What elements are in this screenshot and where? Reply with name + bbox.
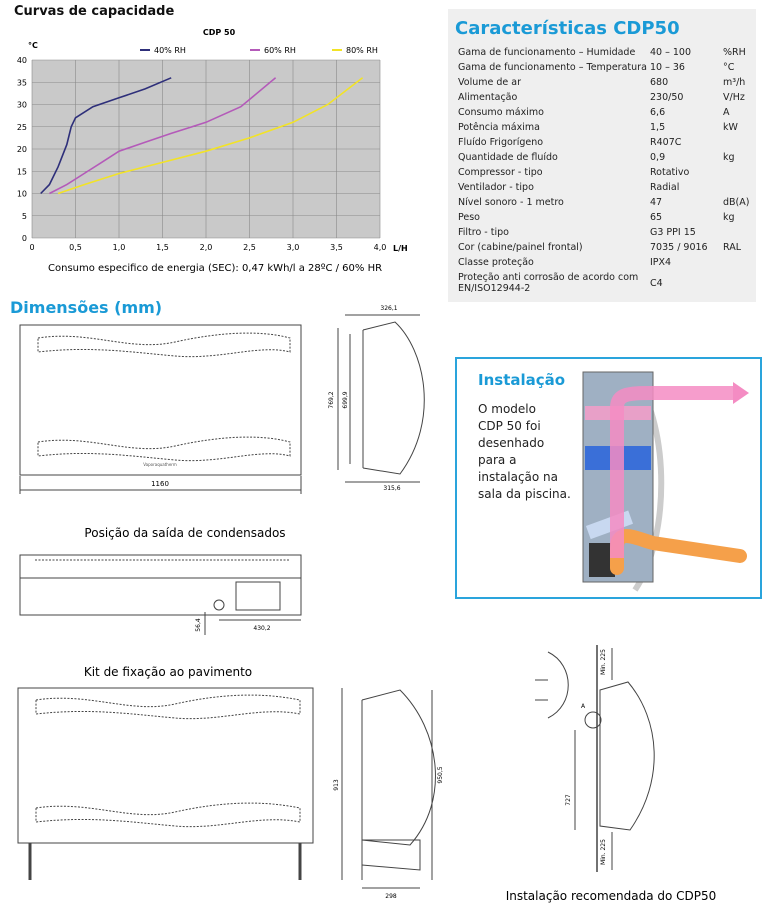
spec-unit: kW xyxy=(723,122,738,133)
specs-title: Características CDP50 xyxy=(455,18,680,39)
spec-value: Radial xyxy=(650,182,680,193)
floor-kit-side-profile xyxy=(362,690,435,845)
x-tick-label: 0 xyxy=(29,243,35,252)
outflow-arrowhead-icon xyxy=(733,382,749,404)
side-top-label: 326,1 xyxy=(380,305,398,312)
spec-value: 47 xyxy=(650,197,663,208)
spec-value: 6,6 xyxy=(650,107,666,118)
front-grille-bottom xyxy=(38,437,290,461)
spec-label: Consumo máximo xyxy=(458,107,544,118)
y-tick-label: 5 xyxy=(21,211,27,221)
installation-text-line: CDP 50 foi xyxy=(478,419,541,433)
spec-value: 0,9 xyxy=(650,152,666,163)
condensate-panel xyxy=(236,582,280,610)
legend-label: 40% RH xyxy=(154,46,186,55)
side-height-outer-label: 769,2 xyxy=(328,391,335,409)
condensate-caption: Posição da saída de condensados xyxy=(84,526,286,540)
spec-label: Proteção anti corrosão de acordo com EN/ISO12944-2 xyxy=(458,272,639,294)
installation-text-line: instalação na xyxy=(478,470,559,484)
spec-value: IPX4 xyxy=(650,257,672,268)
legend-label: 80% RH xyxy=(346,46,378,55)
floor-height-left-label: 913 xyxy=(333,779,340,791)
spec-unit: %RH xyxy=(723,47,746,58)
y-tick-label: 35 xyxy=(16,78,27,88)
install-caption: Instalação recomendada do CDP50 xyxy=(505,889,717,903)
spec-value: 680 xyxy=(650,77,669,88)
spec-label: Fluído Frigorígeno xyxy=(458,137,544,148)
spec-value: 10 – 36 xyxy=(650,62,685,73)
front-view-unit xyxy=(20,325,301,475)
chart-footnote: Consumo especifico de energia (SEC): 0,47 kWh/l a 28ºC / 60% HR xyxy=(48,263,383,274)
install-detail-circle xyxy=(548,652,568,718)
spec-value: R407C xyxy=(650,137,682,148)
spec-label: Ventilador - tipo xyxy=(458,182,534,193)
front-width-label: 1160 xyxy=(151,480,169,488)
condensate-offset-label: 430,2 xyxy=(253,625,271,632)
spec-unit: RAL xyxy=(723,242,742,253)
floor-height-right-label: 950,5 xyxy=(437,766,444,784)
installation-illustration xyxy=(575,368,755,593)
spec-unit: A xyxy=(723,107,730,118)
spec-label: Gama de funcionamento – Humidade xyxy=(458,47,636,58)
spec-unit: °C xyxy=(723,62,735,73)
x-tick-label: 1,5 xyxy=(156,243,169,252)
dimensions-title: Dimensões (mm) xyxy=(10,298,163,317)
spec-label: Classe proteção xyxy=(458,257,534,268)
spec-unit: dB(A) xyxy=(723,197,750,208)
install-detail-marker xyxy=(585,712,601,728)
spec-label: Cor (cabine/painel frontal) xyxy=(458,242,583,253)
side-height-inner-label: 699,9 xyxy=(342,391,349,409)
spec-value: Rotativo xyxy=(650,167,690,178)
spec-label: Gama de funcionamento – Temperatura xyxy=(458,62,647,73)
installation-text-line: desenhado xyxy=(478,436,545,450)
x-tick-label: 4,0 xyxy=(373,243,387,252)
spec-value: 40 – 100 xyxy=(650,47,692,58)
x-tick-label: 2,0 xyxy=(199,243,213,252)
spec-value: 1,5 xyxy=(650,122,666,133)
y-tick-label: 20 xyxy=(16,145,27,154)
install-top-label: Min. 225 xyxy=(600,649,607,675)
chart-model-label: CDP 50 xyxy=(202,28,236,37)
condensate-outlet-icon xyxy=(214,600,224,610)
x-tick-label: 1,0 xyxy=(112,243,126,252)
installation-text-line: sala da piscina. xyxy=(478,487,571,501)
install-detail-label: A xyxy=(581,703,586,710)
installation-text xyxy=(478,401,588,503)
spec-unit: m³/h xyxy=(723,77,746,88)
spec-value: 230/50 xyxy=(650,92,684,103)
side-view-profile xyxy=(363,322,424,474)
install-mid-label: 727 xyxy=(565,794,572,806)
install-bottom-label: Min. 225 xyxy=(600,839,607,865)
spec-value: C4 xyxy=(650,278,663,289)
front-brand-label: Vaporaquatherm xyxy=(143,462,177,467)
front-grille-top xyxy=(38,333,290,357)
spec-value: 65 xyxy=(650,212,663,223)
x-tick-label: 0,5 xyxy=(69,243,82,252)
bottom-view-unit xyxy=(20,555,301,615)
spec-unit: V/Hz xyxy=(723,92,745,103)
y-tick-label: 30 xyxy=(16,100,27,110)
installation-text-line: para a xyxy=(478,453,517,467)
y-axis-unit: °C xyxy=(28,41,38,50)
y-tick-label: 15 xyxy=(16,167,27,177)
legend-label: 60% RH xyxy=(264,46,296,55)
chart-section-title: Curvas de capacidade xyxy=(14,4,175,19)
y-tick-label: 40 xyxy=(16,56,27,65)
spec-label: Compressor - tipo xyxy=(458,167,543,178)
spec-label: Potência máxima xyxy=(458,122,540,133)
x-tick-label: 2,5 xyxy=(243,243,256,252)
spec-unit: kg xyxy=(723,212,735,223)
installation-text-line: O modelo xyxy=(478,402,536,416)
spec-unit: kg xyxy=(723,152,735,163)
y-tick-label: 10 xyxy=(16,189,27,199)
spec-value: G3 PPI 15 xyxy=(650,227,696,238)
condensate-height-label: 56,4 xyxy=(195,618,202,632)
spec-label: Peso xyxy=(458,212,480,223)
spec-label: Volume de ar xyxy=(458,77,521,88)
y-tick-label: 0 xyxy=(21,234,27,243)
x-tick-label: 3,5 xyxy=(330,243,343,252)
spec-label: Nível sonoro - 1 metro xyxy=(458,197,564,208)
x-tick-label: 3,0 xyxy=(286,243,300,252)
x-axis-unit: L/H xyxy=(393,244,408,253)
spec-label: Alimentação xyxy=(458,92,518,103)
spec-label: Quantidade de fluído xyxy=(458,152,558,163)
side-bottom-label: 315,6 xyxy=(383,485,401,492)
spec-label: Filtro - tipo xyxy=(458,227,509,238)
floor-kit-grille-bottom xyxy=(36,803,300,827)
install-unit-profile xyxy=(600,682,654,830)
floor-depth-label: 298 xyxy=(385,893,397,900)
installation-title: Instalação xyxy=(478,371,566,389)
spec-value: 7035 / 9016 xyxy=(650,242,708,253)
floor-kit-caption: Kit de fixação ao pavimento xyxy=(83,665,253,679)
floor-kit-grille-top xyxy=(36,695,300,719)
y-tick-label: 25 xyxy=(16,122,27,132)
